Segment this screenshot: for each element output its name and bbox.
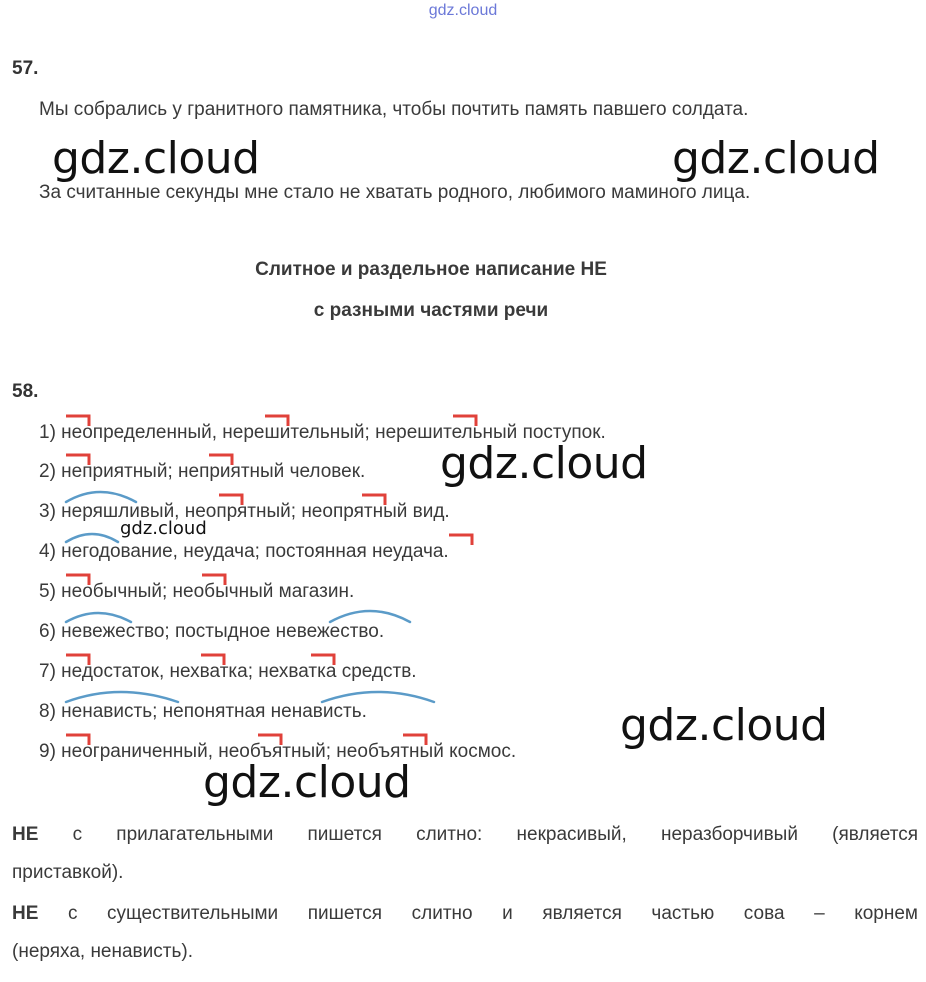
rule-1-line-1: с прилагательными пишется слитно: некрасивый, неразборчивый (является <box>38 824 918 845</box>
rule-2-bold: НЕ <box>12 903 39 924</box>
rule-2-line-1: с существительными пишется слитно и является частью сова – корнем <box>38 903 918 924</box>
list-item-2: 2) неприятный; неприятный человек. <box>39 461 366 482</box>
watermark-overlay-small: gdz.cloud <box>120 518 207 539</box>
watermark-overlay: gdz.cloud <box>52 133 260 184</box>
top-watermark: gdz.cloud <box>428 2 498 19</box>
rule-adjectives <box>12 816 918 892</box>
list-item-4: 4) негодование, неудача; постоянная неудача. <box>39 541 449 562</box>
list-item-1: 1) неопределенный, нерешительный; нерешительный поступок. <box>39 422 606 443</box>
exercise-57-sentence-2: За считанные секунды мне стало не хватать родного, любимого маминого лица. <box>39 182 751 203</box>
prefix-mark <box>449 535 472 545</box>
rule-2-line-2: (неряха, ненависть). <box>12 941 193 962</box>
section-title-line-2: с разными частями речи <box>313 300 549 321</box>
exercise-57-number: 57. <box>12 58 39 79</box>
rule-1-bold: НЕ <box>12 824 39 845</box>
list-item-8: 8) ненависть; непонятная ненависть. <box>39 701 367 722</box>
list-item-9: 9) неограниченный, необъятный; необъятный космос. <box>39 741 517 762</box>
list-item-5: 5) необычный; необычный магазин. <box>39 581 355 602</box>
watermark-overlay: gdz.cloud <box>203 757 411 808</box>
list-item-3: 3) неряшливый, неопрятный; неопрятный вид. <box>39 501 450 522</box>
list-item-6: 6) невежество; постыдное невежество. <box>39 621 385 642</box>
rule-1-line-2: приставкой). <box>12 862 124 883</box>
watermark-overlay: gdz.cloud <box>440 438 648 489</box>
rule-nouns <box>12 895 918 971</box>
watermark-overlay: gdz.cloud <box>620 700 828 751</box>
section-title-line-1: Слитное и раздельное написание НЕ <box>255 259 607 280</box>
watermark-overlay: gdz.cloud <box>672 133 880 184</box>
exercise-58-number: 58. <box>12 381 39 402</box>
exercise-57-sentence-1: Мы собрались у гранитного памятника, чтобы почтить память павшего солдата. <box>39 99 749 120</box>
list-item-7: 7) недостаток, нехватка; нехватка средств. <box>39 661 417 682</box>
